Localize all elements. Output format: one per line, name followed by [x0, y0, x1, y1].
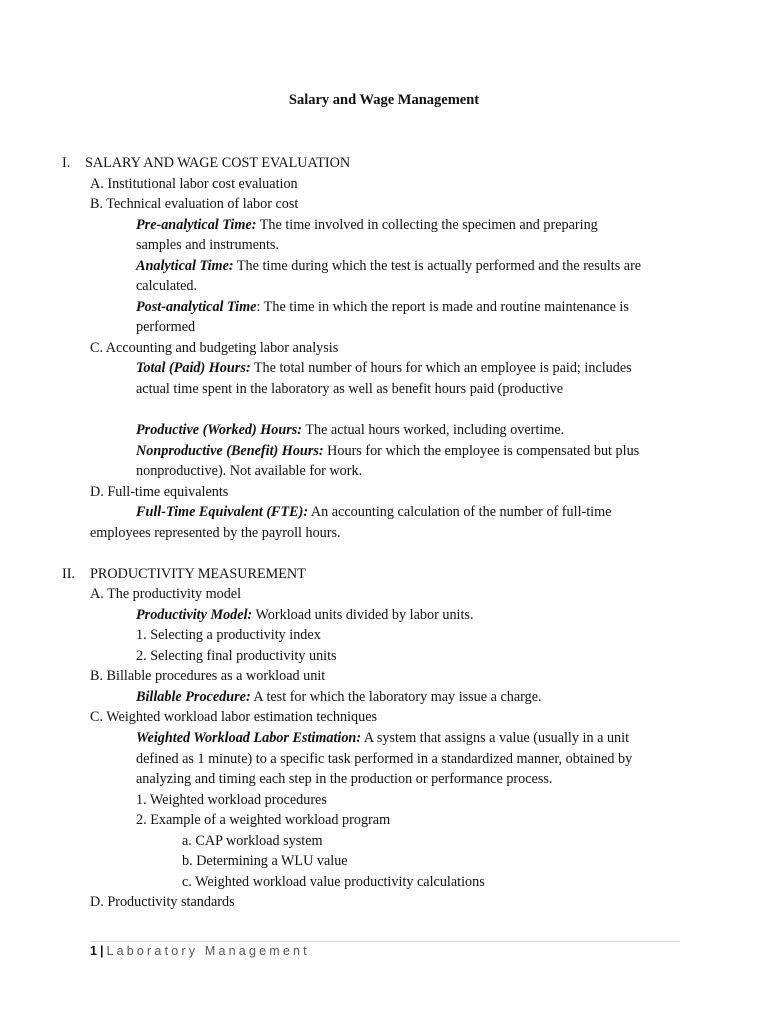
productivity-model-text: Workload units divided by labor units. — [252, 607, 474, 623]
weighted-workload-step-2c: c. Weighted workload value productivity calculations — [182, 874, 485, 890]
section-2-item-a: A. The productivity model — [90, 586, 242, 602]
postanalytical-term: Post-analytical Time — [136, 299, 257, 315]
billable-procedure-term: Billable Procedure: — [136, 689, 251, 705]
billable-procedure-text: A test for which the laboratory may issue a charge. — [250, 689, 542, 705]
productive-hours-definition — [136, 421, 564, 439]
section-2-numeral: II. — [62, 566, 75, 582]
total-hours-text: The total number of hours for which an employee is paid; includes — [250, 360, 632, 376]
analytical-definition — [136, 257, 641, 275]
wwle-text: A system that assigns a value (usually in a unit — [361, 730, 630, 746]
total-hours-text-cont: actual time spent in the laboratory as well as benefit hours paid (productive — [136, 381, 564, 397]
nonproductive-hours-definition — [136, 442, 639, 460]
postanalytical-definition — [136, 298, 629, 316]
total-hours-definition — [136, 359, 632, 377]
fte-definition — [136, 503, 611, 521]
postanalytical-text: : The time in which the report is made and routine maintenance is — [256, 299, 629, 315]
page-footer — [90, 944, 310, 958]
section-1-item-c: C. Accounting and budgeting labor analysis — [90, 340, 339, 356]
productive-hours-term: Productive (Worked) Hours: — [136, 422, 303, 438]
document-title: Salary and Wage Management — [288, 92, 480, 108]
page-number: 1 — [90, 944, 97, 958]
footer-divider — [90, 941, 680, 942]
weighted-workload-step-2b: b. Determining a WLU value — [182, 853, 348, 869]
analytical-term: Analytical Time: — [136, 258, 234, 274]
productivity-model-step-2: 2. Selecting final productivity units — [136, 648, 337, 664]
weighted-workload-step-1: 1. Weighted workload procedures — [136, 792, 327, 808]
section-2-item-d: D. Productivity standards — [90, 894, 235, 910]
productive-hours-text: The actual hours worked, including overtime. — [302, 422, 565, 438]
productivity-model-definition — [136, 606, 474, 624]
footer-separator: | — [99, 944, 104, 958]
wwle-text-cont-2: analyzing and timing each step in the production or performance process. — [136, 771, 553, 787]
preanalytical-term: Pre-analytical Time: — [136, 217, 257, 233]
analytical-text: The time during which the test is actually performed and the results are — [233, 258, 642, 274]
weighted-workload-step-2: 2. Example of a weighted workload program — [136, 812, 391, 828]
productivity-model-step-1: 1. Selecting a productivity index — [136, 627, 321, 643]
section-2-item-c: C. Weighted workload labor estimation techniques — [90, 709, 378, 725]
section-1-item-a: A. Institutional labor cost evaluation — [90, 176, 298, 192]
fte-text: An accounting calculation of the number of full-time — [308, 504, 612, 520]
wwle-term: Weighted Workload Labor Estimation: — [136, 730, 362, 746]
wwle-definition — [136, 729, 629, 747]
wwle-text-cont-1: defined as 1 minute) to a specific task performed in a standardized manner, obtained by — [136, 751, 633, 767]
section-1-heading: SALARY AND WAGE COST EVALUATION — [85, 155, 351, 171]
preanalytical-definition — [136, 216, 598, 234]
productivity-model-term: Productivity Model: — [136, 607, 253, 623]
preanalytical-text-cont: samples and instruments. — [136, 237, 280, 253]
fte-term: Full-Time Equivalent (FTE): — [136, 504, 309, 520]
section-1-numeral: I. — [62, 155, 71, 171]
total-hours-term: Total (Paid) Hours: — [136, 360, 251, 376]
section-2-item-b: B. Billable procedures as a workload unit — [90, 668, 326, 684]
nonproductive-hours-text-cont: nonproductive). Not available for work. — [136, 463, 363, 479]
nonproductive-hours-term: Nonproductive (Benefit) Hours: — [136, 443, 324, 459]
analytical-text-cont: calculated. — [136, 278, 198, 294]
footer-text: Laboratory Management — [106, 944, 310, 958]
billable-procedure-definition — [136, 688, 542, 706]
preanalytical-text: The time involved in collecting the specimen and preparing — [256, 217, 598, 233]
postanalytical-text-cont: performed — [136, 319, 196, 335]
nonproductive-hours-text: Hours for which the employee is compensated but plus — [323, 443, 640, 459]
section-2-heading: PRODUCTIVITY MEASUREMENT — [90, 566, 306, 582]
section-1-item-b: B. Technical evaluation of labor cost — [90, 196, 299, 212]
fte-text-cont: employees represented by the payroll hours. — [90, 525, 341, 541]
weighted-workload-step-2a: a. CAP workload system — [182, 833, 323, 849]
section-1-item-d: D. Full-time equivalents — [90, 484, 229, 500]
